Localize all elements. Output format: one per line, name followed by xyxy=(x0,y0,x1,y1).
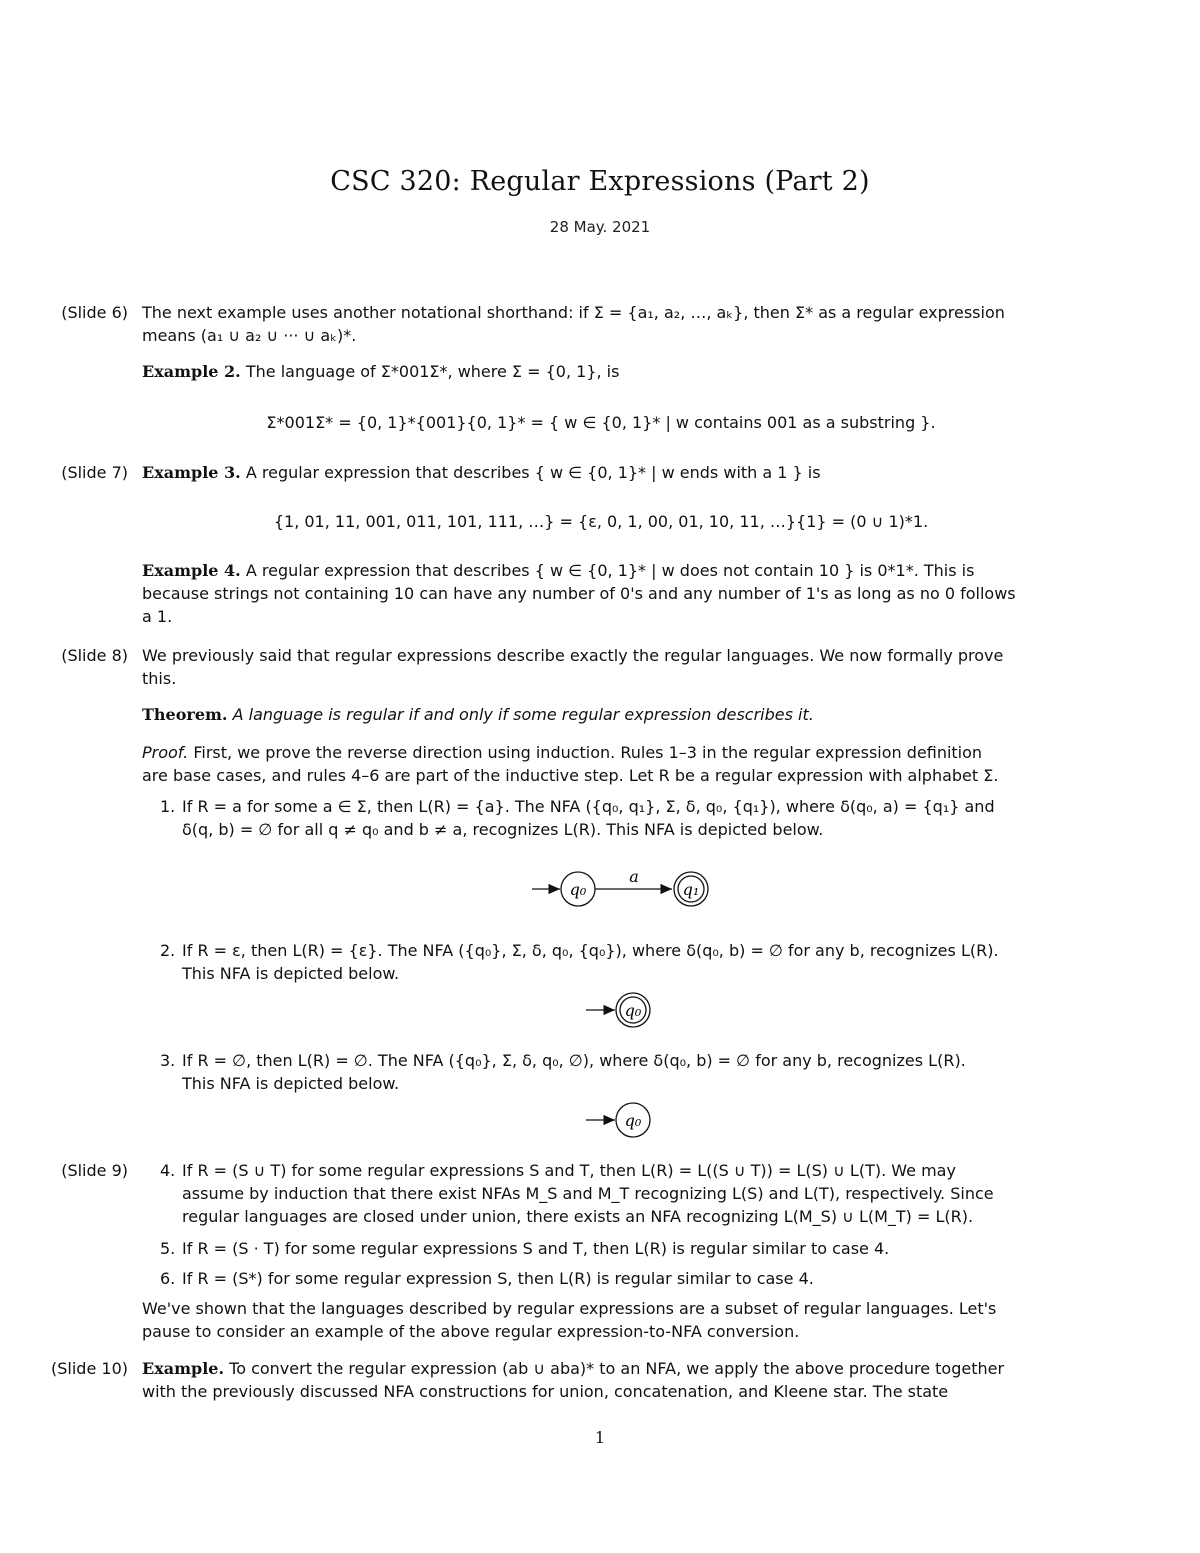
state-q0-label: q₀ xyxy=(624,1001,642,1020)
example-3-text: A regular expression that describes { w ∈ {0, 1}* | w ends with a 1 } is xyxy=(245,463,821,482)
example-4-heading: Example 4. xyxy=(142,561,241,580)
case-4-line1: If R = (S ∪ T) for some regular expressions S and T, then L(R) = L((S ∪ T)) = L(S) ∪ L(T). We may xyxy=(182,1161,956,1180)
slide-6-label: (Slide 6) xyxy=(61,303,128,322)
case-2-number: 2. xyxy=(160,941,176,960)
example-4-line2: because strings not containing 10 can have any number of 0's and any number of 1's as long as no 0 follows xyxy=(142,584,1016,603)
example-4-line1: A regular expression that describes { w ∈ {0, 1}* | w does not contain 10 } is 0*1*. This is xyxy=(245,561,975,580)
slide-10-label: (Slide 10) xyxy=(51,1359,128,1378)
state-q0-label: q₀ xyxy=(569,880,587,899)
slide-10-example-line1: To convert the regular expression (ab ∪ aba)* to an NFA, we apply the above procedure together xyxy=(229,1359,1005,1378)
proof-heading: Proof. xyxy=(142,743,189,762)
document-title: CSC 320: Regular Expressions (Part 2) xyxy=(330,166,870,197)
page-number: 1 xyxy=(594,1428,606,1447)
nfa-diagram-case-2 xyxy=(582,991,662,1031)
document-date: 28 May. 2021 xyxy=(549,218,651,236)
example-3 xyxy=(142,461,1060,484)
example-2-heading: Example 2. xyxy=(142,362,241,381)
slide-7-label: (Slide 7) xyxy=(61,463,128,482)
example-3-heading: Example 3. xyxy=(142,463,241,482)
case-4-number: 4. xyxy=(160,1161,176,1180)
slide-8-paragraph-line2: this. xyxy=(142,669,177,688)
case-6-text: If R = (S*) for some regular expression S, then L(R) is regular similar to case 4. xyxy=(182,1269,814,1288)
theorem xyxy=(142,703,1060,726)
case-3-line2: This NFA is depicted below. xyxy=(182,1074,400,1093)
proof-case-5 xyxy=(160,1237,1060,1260)
case-5-number: 5. xyxy=(160,1239,176,1258)
proof-line2: are base cases, and rules 4–6 are part of the inductive step. Let R be a regular expression with alphabet Σ. xyxy=(142,766,999,785)
nfa-diagram-case-3 xyxy=(582,1101,662,1141)
slide-6-paragraph-line2: means (a₁ ∪ a₂ ∪ ··· ∪ aₖ)*. xyxy=(142,326,357,345)
slide-9-paragraph-line2: pause to consider an example of the above regular expression-to-NFA conversion. xyxy=(142,1322,800,1341)
proof-case-4 xyxy=(160,1159,1060,1228)
example-2 xyxy=(142,360,1060,383)
example-2-equation: Σ*001Σ* = {0, 1}*{001}{0, 1}* = { w ∈ {0, 1}* | w contains 001 as a substring }. xyxy=(266,413,936,432)
example-4 xyxy=(142,559,1060,582)
state-q0-label: q₀ xyxy=(624,1111,642,1130)
nfa-diagram-case-1 xyxy=(520,862,720,916)
proof-case-1 xyxy=(160,795,1060,841)
slide-6-paragraph-line1: The next example uses another notational shorthand: if Σ = {a₁, a₂, …, aₖ}, then Σ* as a regular expression xyxy=(142,303,1005,322)
theorem-heading: Theorem. xyxy=(142,705,228,724)
slide-9-label: (Slide 9) xyxy=(61,1161,128,1180)
state-q1-label: q₁ xyxy=(682,880,700,899)
slide-9-paragraph-line1: We've shown that the languages described by regular expressions are a subset of regular languages. Let's xyxy=(142,1299,997,1318)
proof-text-line1: First, we prove the reverse direction using induction. Rules 1–3 in the regular expression definition xyxy=(193,743,983,762)
case-1-line2: δ(q, b) = ∅ for all q ≠ q₀ and b ≠ a, recognizes L(R). This NFA is depicted below. xyxy=(182,820,824,839)
slide-10-example-line2: with the previously discussed NFA constructions for union, concatenation, and Kleene star. The state xyxy=(142,1382,949,1401)
slide-8-label: (Slide 8) xyxy=(61,646,128,665)
slide-8-paragraph-line1: We previously said that regular expressions describe exactly the regular languages. We now formally prove xyxy=(142,646,1004,665)
example-2-text: The language of Σ*001Σ*, where Σ = {0, 1}, is xyxy=(245,362,620,381)
slide-10-example xyxy=(142,1357,1060,1380)
case-4-line2: assume by induction that there exist NFAs M_S and M_T recognizing L(S) and L(T), respectively. Since xyxy=(182,1184,994,1203)
case-1-line1: If R = a for some a ∈ Σ, then L(R) = {a}. The NFA ({q₀, q₁}, Σ, δ, q₀, {q₁}), where δ(q₀, a) = {q₁} and xyxy=(182,797,995,816)
proof-case-2 xyxy=(160,939,1060,985)
case-6-number: 6. xyxy=(160,1269,176,1288)
example-3-equation: {1, 01, 11, 001, 011, 101, 111, …} = {ε, 0, 1, 00, 01, 10, 11, …}{1} = (0 ∪ 1)*1. xyxy=(273,512,929,531)
transition-label: a xyxy=(629,867,639,886)
proof-case-6 xyxy=(160,1267,1060,1290)
example-4-line3: a 1. xyxy=(142,607,173,626)
proof-case-3 xyxy=(160,1049,1060,1095)
case-3-line1: If R = ∅, then L(R) = ∅. The NFA ({q₀}, Σ, δ, q₀, ∅), where δ(q₀, b) = ∅ for any b, recognizes L(R). xyxy=(182,1051,966,1070)
case-5-text: If R = (S · T) for some regular expressions S and T, then L(R) is regular similar to case 4. xyxy=(182,1239,890,1258)
proof-line1 xyxy=(142,741,1060,764)
case-4-line3: regular languages are closed under union, there exists an NFA recognizing L(M_S) ∪ L(M_T) = L(R). xyxy=(182,1207,974,1226)
case-2-line2: This NFA is depicted below. xyxy=(182,964,400,983)
case-3-number: 3. xyxy=(160,1051,176,1070)
case-2-line1: If R = ε, then L(R) = {ε}. The NFA ({q₀}, Σ, δ, q₀, {q₀}), where δ(q₀, b) = ∅ for any b, recognizes L(R). xyxy=(182,941,999,960)
slide-10-example-heading: Example. xyxy=(142,1359,225,1378)
theorem-text: A language is regular if and only if some regular expression describes it. xyxy=(232,705,814,724)
case-1-number: 1. xyxy=(160,797,176,816)
